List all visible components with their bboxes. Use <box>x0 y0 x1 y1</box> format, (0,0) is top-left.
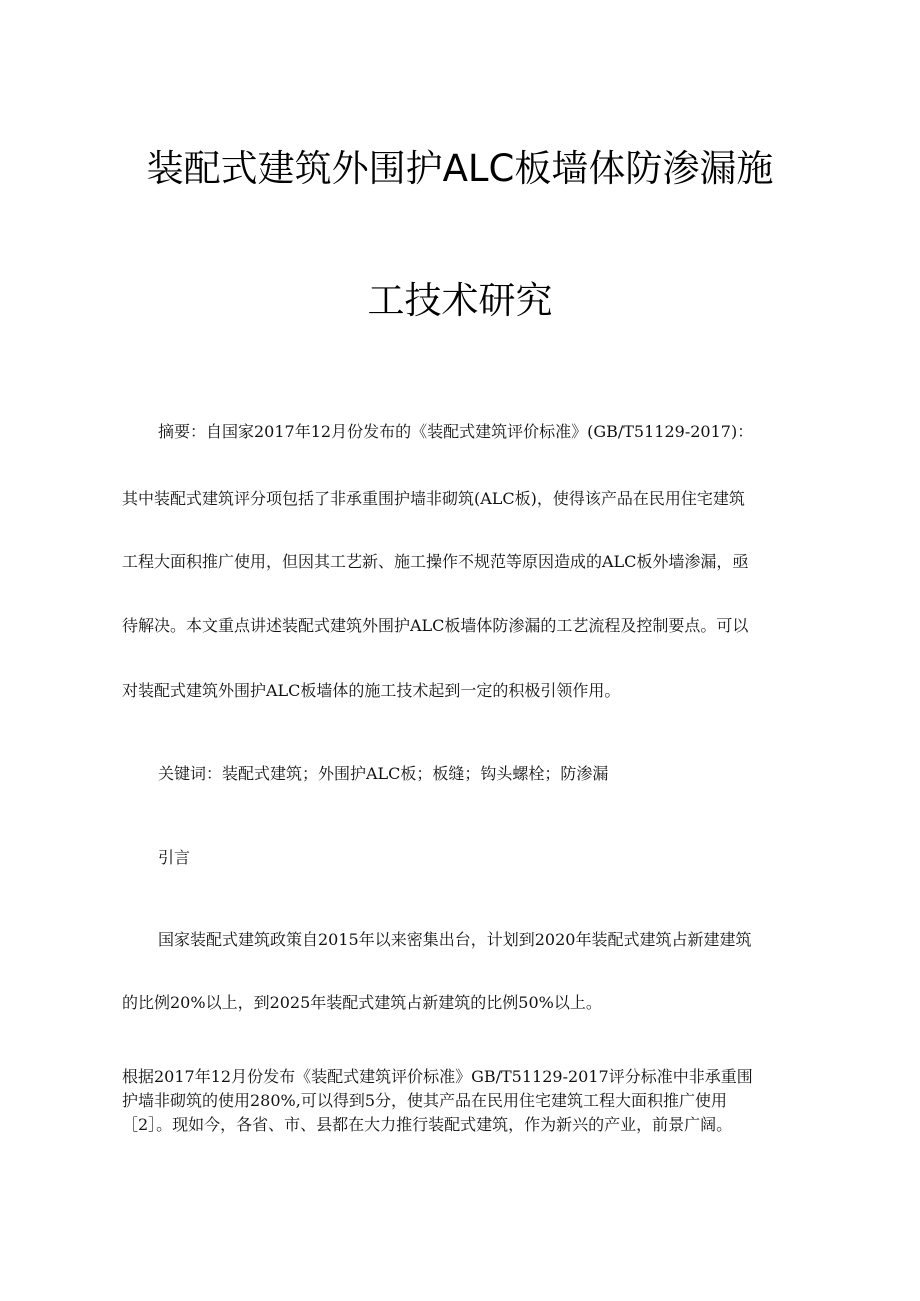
body-para2-line-3: ［2］。现如今，各省、市、县都在大力推行装配式建筑，作为新兴的产业，前景广阔。 <box>122 1115 733 1134</box>
abstract-line-1: 摘要：自国家2017年12月份发布的《装配式建筑评价标准》(GB/T51129-2017)： <box>158 422 754 441</box>
abstract-line-2: 其中装配式建筑评分项包括了非承重围护墙非砌筑(ALC板)，使得该产品在民用住宅建筑 <box>122 489 745 508</box>
body-para1-line-1: 国家装配式建筑政策自2015年以来密集出台，计划到2020年装配式建筑占新建建筑 <box>158 930 752 949</box>
title-line-1: 装配式建筑外围护ALC板墙体防渗漏施 <box>146 147 774 190</box>
body-para1-line-2: 的比例20%以上，到2025年装配式建筑占新建筑的比例50%以上。 <box>122 993 602 1012</box>
abstract-line-3: 工程大面积推广使用，但因其工艺新、施工操作不规范等原因造成的ALC板外墙渗漏，亟 <box>122 552 749 571</box>
abstract-line-4: 待解决。本文重点讲述装配式建筑外围护ALC板墙体防渗漏的工艺流程及控制要点。可以 <box>122 616 749 635</box>
intro-heading: 引言 <box>158 848 191 867</box>
keywords: 关键词：装配式建筑；外围护ALC板；板缝；钩头螺栓；防渗漏 <box>158 764 609 783</box>
abstract-line-5: 对装配式建筑外围护ALC板墙体的施工技术起到一定的积极引领作用。 <box>122 681 621 700</box>
title-line-2: 工技术研究 <box>367 279 553 322</box>
body-para2-line-2: 护墙非砌筑的使用280%,可以得到5分，使其产品在民用住宅建筑工程大面积推广使用 <box>122 1091 728 1110</box>
body-para2-line-1: 根据2017年12月份发布《装配式建筑评价标准》GB/T51129-2017评分标准中非承重围 <box>122 1067 753 1086</box>
